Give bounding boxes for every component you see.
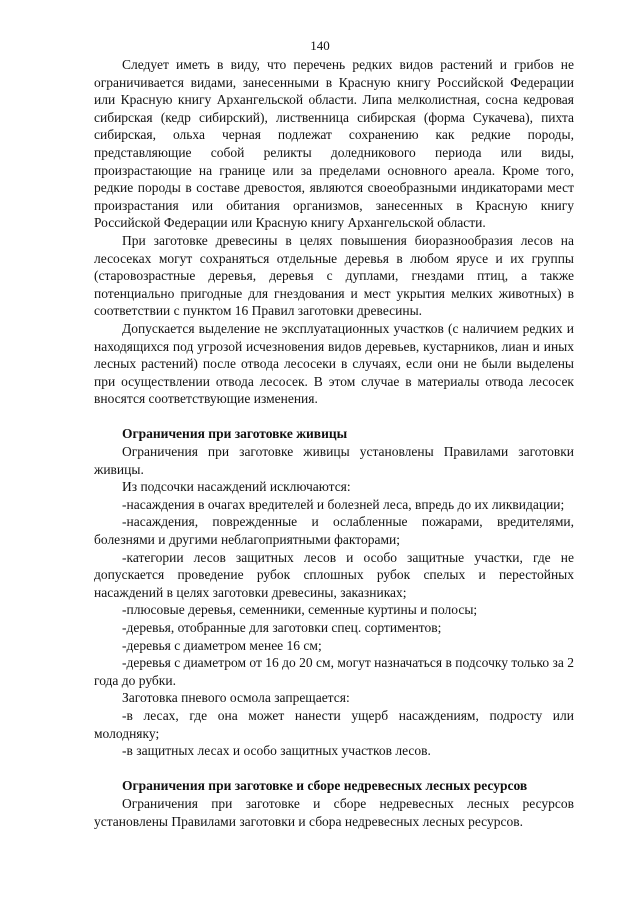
list-item-text: в защитных лесах и особо защитных участков лесов.	[126, 743, 431, 759]
paragraph: Из подсочки насаждений исключаются:	[122, 479, 351, 495]
document-body	[94, 56, 574, 830]
list-item	[94, 637, 574, 655]
list-item	[94, 619, 574, 637]
paragraph: Заготовка пневого осмола запрещается:	[122, 690, 350, 706]
paragraph: При заготовке древесины в целях повышения биоразнообразия лесов на лесосеках могут сохраняться отдельные деревья в любом ярусе и их группы (старовозрастные деревья, деревья с дуплами, гнездами птиц, а также потенциально пригодные для гнездования и мест укрытия мелких животных) в соответствии с пунктом 16 Правил заготовки древесины.	[94, 232, 574, 319]
list-item	[94, 742, 574, 760]
section-spacer	[94, 408, 574, 426]
list-item	[94, 654, 574, 689]
list-item-text: насаждения, поврежденные и ослабленные пожарами, вредителями, болезнями и другими неблагоприятными факторами;	[94, 514, 574, 548]
list-item-text: деревья с диаметром менее 16 см;	[126, 637, 322, 653]
paragraph: Допускается выделение не эксплуатационных участков (с наличием редких и находящихся под угрозой исчезновения видов деревьев, кустарников, лиан и иных лесных растений) после отвода лесосеки в случаях, если они не были выделены при осуществлении отвода лесосек. В этом случае в материалы отвода лесосек вносятся соответствующие изменения.	[94, 320, 574, 407]
list-dash: -	[122, 496, 127, 512]
section-heading: Ограничения при заготовке живицы	[122, 426, 348, 442]
list-dash: -	[122, 743, 127, 759]
list-dash: -	[122, 637, 127, 653]
list-item	[94, 601, 574, 619]
list-item-text: в лесах, где она может нанести ущерб насаждениям, подросту или молодняку;	[94, 707, 574, 741]
list-item-text: деревья, отобранные для заготовки спец. сортиментов;	[126, 620, 442, 635]
list-dash: -	[122, 655, 127, 671]
list-dash: -	[122, 549, 127, 565]
list-item-text: деревья с диаметром от 16 до 20 см, могут назначаться в подсочку только за 2 года до рубки.	[94, 655, 574, 688]
list-dash: -	[122, 707, 127, 723]
paragraph: Ограничения при заготовке и сборе недревесных лесных ресурсов установлены Правилами заготовки и сбора недревесных лесных ресурсов.	[94, 795, 574, 829]
list-dash: -	[122, 602, 127, 618]
list-item-text: плюсовые деревья, семенники, семенные куртины и полосы;	[126, 602, 478, 618]
list-item-text: категории лесов защитных лесов и особо защитные участки, где не допускается проведение рубок сплошных рубок спелых и перестойных насаждений в целях заготовки древесины, заказниках;	[94, 549, 574, 600]
section-spacer	[94, 760, 574, 778]
list-item	[94, 707, 574, 742]
page-number: 140	[310, 38, 330, 53]
paragraph: Следует иметь в виду, что перечень редких видов растений и грибов не ограничивается видами, занесенными в Красную книгу Российской Федерации или Красную книгу Архангельской области. Липа мелколистная, сосна кедровая сибирская (кедр сибирский), лиственница сибирская (форма Сукачева), пихта сибирская, ольха черная подлежат сохранению как редкие породы, представляющие собой реликты доледникового периода или виды, произрастающие на границе или за пределами основного ареала. Кроме того, редкие породы в составе древостоя, являются своеобразными индикаторами мест произрастания или обитания организмов, занесенных в Красную книгу Российской Федерации или Красную книгу Архангельской области.	[94, 57, 574, 231]
list-item	[94, 549, 574, 602]
list-item	[94, 513, 574, 548]
list-dash: -	[122, 620, 127, 635]
paragraph: Ограничения при заготовке живицы установлены Правилами заготовки живицы.	[94, 444, 574, 477]
list-dash: -	[122, 514, 127, 530]
list-item-text: насаждения в очагах вредителей и болезней леса, впредь до их ликвидации;	[126, 496, 565, 512]
list-item	[94, 496, 574, 514]
section-heading: Ограничения при заготовке и сборе недревесных лесных ресурсов	[122, 778, 528, 794]
